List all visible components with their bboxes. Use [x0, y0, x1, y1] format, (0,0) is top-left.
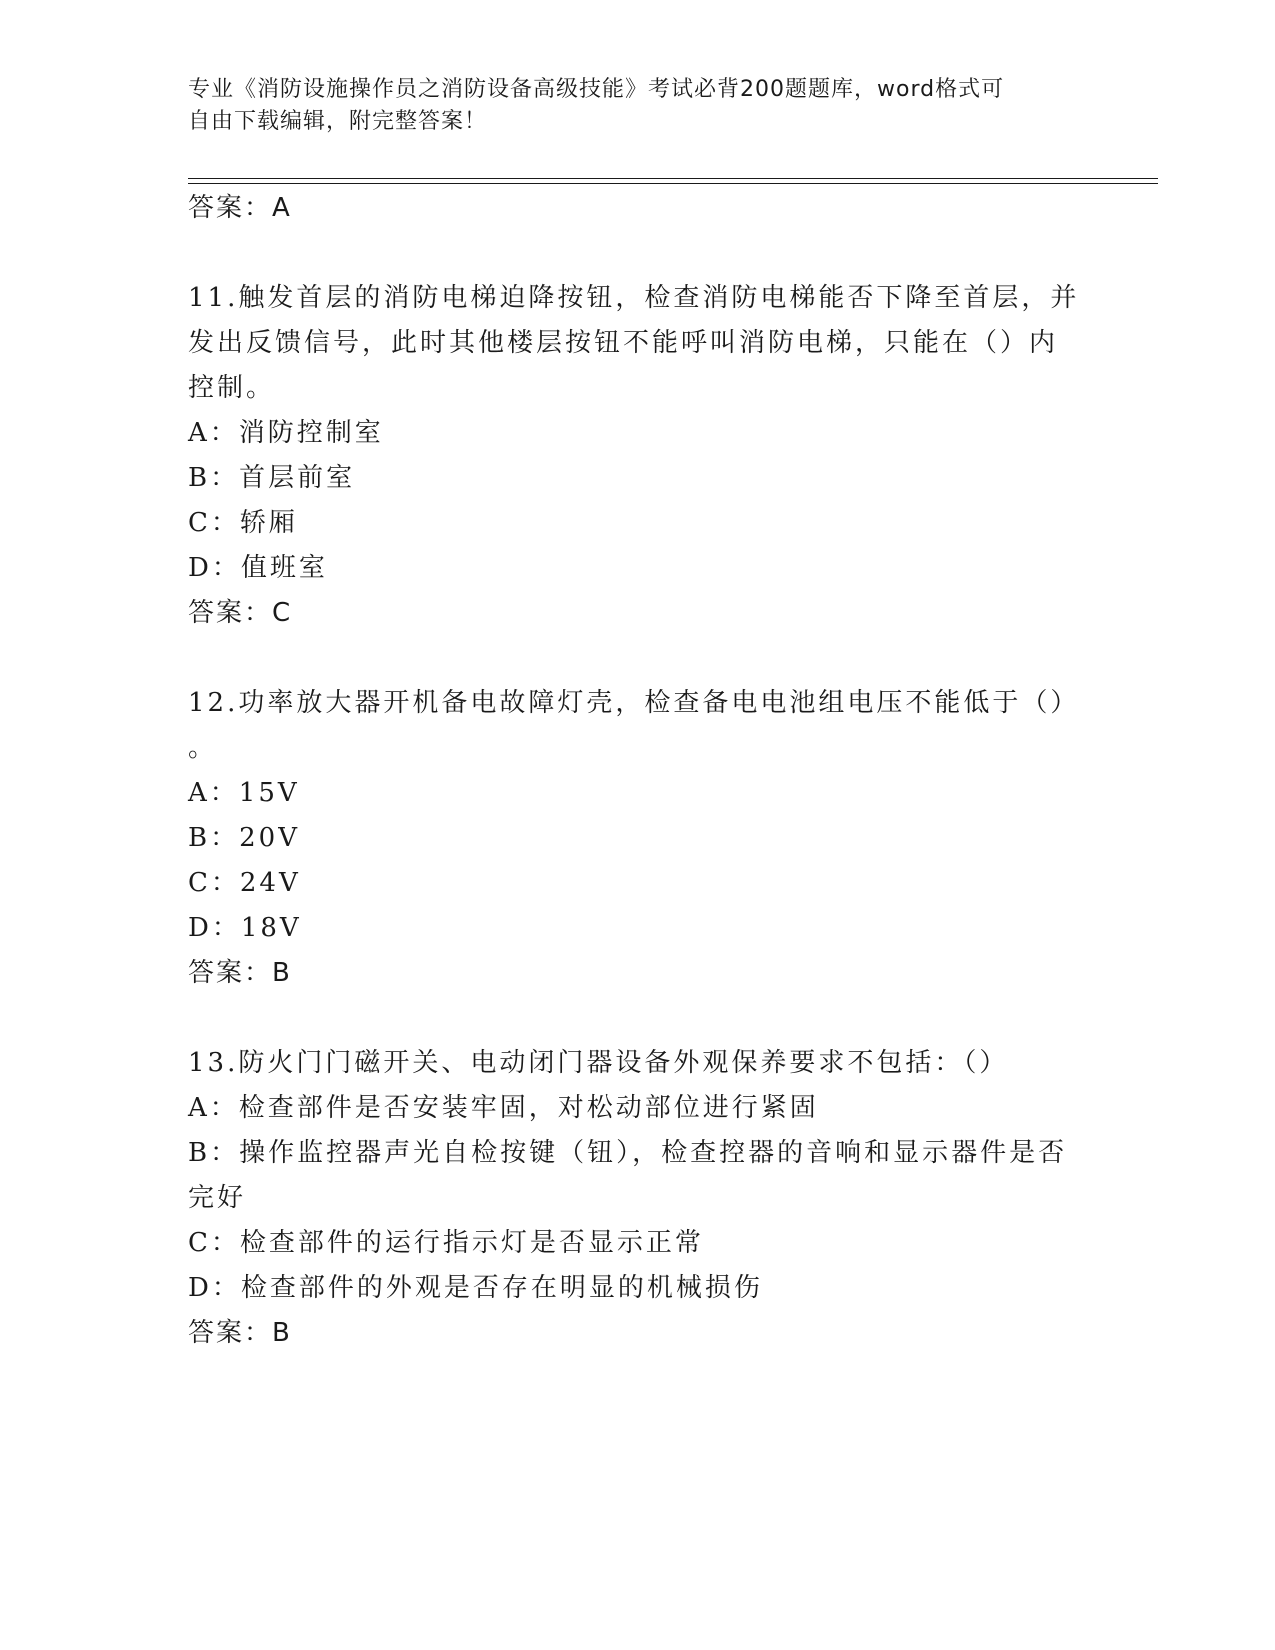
q11-stem-line-3: 控制。: [188, 373, 276, 403]
q13-option-d: D：检查部件的外观是否存在明显的机械损伤: [188, 1273, 763, 1303]
q12-stem-line-2: 。: [188, 733, 218, 763]
header-line-2: 自由下载编辑，附完整答案！: [188, 109, 488, 134]
q13-option-c: C：检查部件的运行指示灯是否显示正常: [188, 1228, 704, 1258]
q11-option-c: C：轿厢: [188, 508, 298, 538]
q11-stem-line-1: 11.触发首层的消防电梯迫降按钮，检查消防电梯能否下降至首层，并: [188, 283, 1080, 313]
q12-option-c: C：24V: [188, 868, 301, 898]
q13-stem-line-1: 13.防火门门磁开关、电动闭门器设备外观保养要求不包括：（）: [188, 1048, 1009, 1078]
q11-option-b: B：首层前室: [188, 463, 356, 493]
q11-option-a: A：消防控制室: [188, 418, 384, 448]
q13-option-a: A：检查部件是否安装牢固，对松动部位进行紧固: [188, 1093, 819, 1123]
q12-option-b: B：20V: [188, 823, 300, 853]
header-rule-top: [188, 178, 1158, 179]
q12-option-d: D：18V: [188, 913, 302, 943]
q12-option-a: A：15V: [188, 778, 300, 808]
previous-answer: 答案：A: [188, 193, 292, 223]
q13-option-b-line-2: 完好: [188, 1183, 247, 1213]
q12-stem-line-1: 12.功率放大器开机备电故障灯壳，检查备电电池组电压不能低于（）: [188, 688, 1080, 718]
document-header: [188, 74, 1068, 138]
q11-option-d: D：值班室: [188, 553, 328, 583]
q11-stem-line-2: 发出反馈信号，此时其他楼层按钮不能呼叫消防电梯，只能在（）内: [188, 328, 1059, 358]
q13-option-b-line-1: B：操作监控器声光自检按键（钮），检查控器的音响和显示器件是否: [188, 1138, 1068, 1168]
q12-answer: 答案：B: [188, 958, 292, 988]
q13-answer: 答案：B: [188, 1318, 292, 1348]
header-line-1: 专业《消防设施操作员之消防设备高级技能》考试必背200题题库，word格式可: [188, 77, 1005, 102]
q11-answer: 答案：C: [188, 598, 293, 628]
header-rule-bottom: [188, 183, 1158, 184]
